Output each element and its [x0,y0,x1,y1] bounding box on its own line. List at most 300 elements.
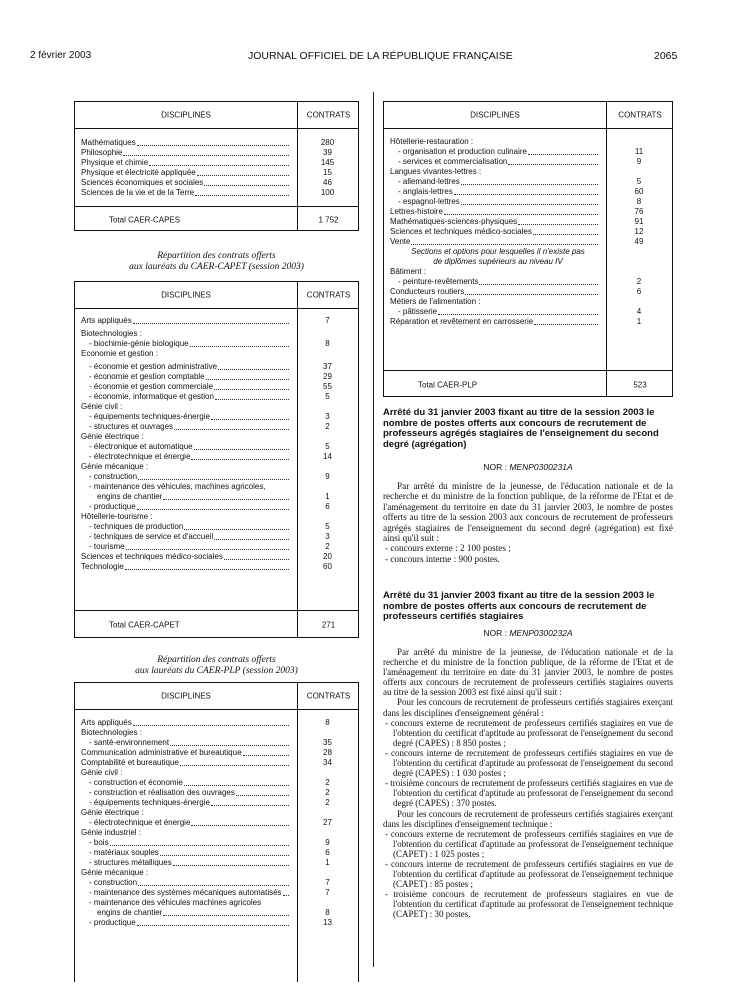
discipline-label: - services et commercialisation [398,157,508,166]
contract-count: 7 [325,888,330,897]
discipline-label: - construction [89,878,138,887]
contract-count: 15 [323,168,332,177]
contract-count: 20 [323,552,332,561]
contract-count: 280 [320,138,335,147]
table-row [75,329,358,339]
total-label: Total CAER-CAPET [109,620,180,630]
dot-leader [137,138,289,146]
table-row [384,267,672,277]
dot-leader [243,748,289,756]
table-header [75,102,358,129]
table-body [384,137,672,327]
column-divider [373,92,374,967]
total-row [75,610,358,639]
contract-count: 7 [325,316,330,325]
dot-leader [133,316,289,324]
col-contrats: CONTRATS [306,290,351,300]
table-row [384,297,672,307]
header-date: 2 février 2003 [30,50,92,61]
contract-count: 60 [634,187,644,196]
table-row [75,452,358,462]
discipline-label: Langues vivantes-lettres : [390,167,482,176]
discipline-label: Sciences de la vie et de la Terre [81,188,195,197]
list-item: - concours externe : 2 100 postes ; [385,543,511,554]
discipline-label: Biotechnologies : [81,728,142,737]
discipline-label: de diplômes supérieurs au niveau IV [433,257,563,266]
dot-leader [125,562,289,570]
contract-count: 2 [325,542,330,551]
discipline-label: - biochimie-génie biologique [89,339,189,348]
table-row [75,758,358,768]
table-row [75,316,358,326]
discipline-label: Biotechnologies : [81,329,142,338]
dot-leader [191,452,289,460]
caption-line: Répartition des contrats offerts [157,251,276,261]
caption-caer-plp [74,655,359,677]
table-row [384,247,672,257]
discipline-label: Economie et gestion : [81,349,158,358]
discipline-label: - bois [89,838,109,847]
dot-leader [206,372,289,380]
contract-count: 1 [325,492,330,501]
list-item: - concours externe de recrutement de professeurs certifiés stagiaires en vue de l'obtention du certificat d'aptitude au professorat de l'enseignement technique (CAPET) : 1 025 postes ; [385,828,673,859]
table-row [75,168,358,178]
contract-count: 6 [325,848,330,857]
discipline-label: Physique et électricité appliquée [81,168,196,177]
total-label: Total CAER-CAPES [109,215,181,224]
table-row [384,237,672,247]
discipline-label: Comptabilité et bureautique [81,758,179,767]
table-row [75,818,358,828]
table-row [75,472,358,482]
col-contrats: CONTRATS [306,110,351,120]
discipline-label: - électrotechnique et énergie [89,818,191,827]
list-item: - concours externe de recrutement de professeurs certifiés stagiaires en vue de l'obtention du certificat d'aptitude au professorat de l'enseignement du second degré (CAPES) : 8 850 postes ; [385,717,673,748]
discipline-label: - techniques de production [89,522,184,531]
discipline-label: - construction et économie [89,778,183,787]
discipline-label: Génie civil : [81,768,123,777]
header-journal: JOURNAL OFFICIEL DE LA RÉPUBLIQUE FRANÇAISE [248,50,513,62]
discipline-label: - construction [89,472,138,481]
dot-leader [214,532,289,540]
table-row [75,738,358,748]
discipline-label: - peinture-revêtements [398,277,479,286]
discipline-label: - maintenance des véhicules, machines agricoles, [89,482,266,491]
table-body [75,138,358,198]
nor-code: MENP0300231A [509,462,573,472]
dot-leader [224,552,289,560]
discipline-label: Technologie [81,562,124,571]
arrete-agregation-body [383,481,673,564]
table-row [75,482,358,492]
contract-count: 13 [323,918,332,927]
discipline-label: - matériaux souples [89,848,159,857]
contract-count: 8 [325,718,330,727]
contract-count: 55 [323,382,332,391]
table-row [75,828,358,838]
nor-reference [383,628,673,638]
paragraph: Pour les concours de recrutement de professeurs certifiés stagiaires exerçant dans les disciplines d'enseignement technique : [383,808,673,829]
discipline-label: - maintenance des systèmes mécaniques automatisés [89,888,282,897]
contract-count: 91 [634,217,644,226]
table-row [384,137,672,147]
dot-leader [133,718,289,726]
dot-leader [465,287,598,295]
contract-count: 60 [323,562,332,571]
discipline-label: Hôtellerie-restauration : [390,137,474,146]
dot-leader [195,188,289,196]
table-row [75,178,358,188]
table-row [75,908,358,918]
table-row [75,339,358,349]
dot-leader [461,177,598,185]
table-row [384,287,672,297]
total-row [384,370,672,398]
discipline-label: Sciences et techniques médico-sociales [81,552,223,561]
table-row [75,788,358,798]
dot-leader [518,217,598,225]
paragraph: Pour les concours de recrutement de professeurs certifiés stagiaires exerçant dans les disciplines d'enseignement général : [383,697,673,718]
table-row [75,432,358,442]
table-header [75,282,358,309]
dot-leader [163,492,289,500]
contract-count: 12 [634,227,644,236]
contract-count: 5 [636,177,642,186]
dot-leader [411,237,598,245]
dot-leader [184,778,289,786]
discipline-label: - allemand-lettres [398,177,460,186]
col-disciplines: DISCIPLINES [161,290,211,300]
discipline-label: - équipements techniques-énergie [89,798,210,807]
dot-leader [236,788,289,796]
col-contrats: CONTRATS [618,110,662,120]
dot-leader [438,307,598,315]
arrete-agregation-title: Arrêté du 31 janvier 2003 fixant au titre de la session 2003 le nombre de postes offerts aux concours de recrutement de professeurs agrégés stagiaires de l'enseignement du second degré (agrégation) [383,407,659,450]
contract-count: 9 [325,472,330,481]
discipline-label: Sciences économiques et sociales [81,178,204,187]
discipline-label: - économie et gestion commerciale [89,382,214,391]
col-contrats: CONTRATS [306,691,351,701]
table-row [75,442,358,452]
discipline-label: - équipements techniques-énergie [89,412,210,421]
discipline-label: - électronique et automatique [89,442,193,451]
contract-count: 34 [323,758,332,767]
discipline-label: Génie civil : [81,402,123,411]
contract-count: 2 [325,778,330,787]
discipline-label: Arts appliqués [81,718,132,727]
discipline-label: Philosophie [81,148,123,157]
table-row [75,492,358,502]
dot-leader [533,227,598,235]
total-row [75,206,358,232]
table-row [75,158,358,168]
dot-leader [149,158,289,166]
caption-caer-capet [74,251,359,273]
dot-leader [137,502,289,510]
discipline-label: - anglais-lettres [398,187,453,196]
caption-line: aux lauréats du CAER-PLP (session 2003) [135,666,298,676]
discipline-label: - organisation et production culinaire [398,147,527,156]
dot-leader [211,412,289,420]
nor-reference [383,462,673,472]
dot-leader [454,187,598,195]
dot-leader [479,277,598,285]
contract-count: 28 [323,748,332,757]
discipline-label: - économie et gestion administrative [89,362,218,371]
contract-count: 14 [323,452,332,461]
contract-count: 9 [325,838,330,847]
discipline-label: - santé-environnement [89,738,170,747]
total-value: 1 752 [318,215,339,224]
nor-code: MENP0300232A [509,628,573,638]
dot-leader [138,472,289,480]
table-row [75,748,358,758]
contract-count: 8 [325,339,330,348]
discipline-label: Sections et options pour lesquelles il n'existe pas [411,247,585,256]
discipline-label: Mathématiques [81,138,136,147]
dot-leader [508,157,598,165]
dot-leader [204,178,289,186]
total-value: 271 [321,620,336,630]
contract-count: 145 [320,158,335,167]
discipline-label: - espagnol-lettres [398,197,460,206]
dot-leader [123,148,289,156]
contract-count: 29 [323,372,332,381]
contract-count: 4 [636,307,642,316]
dot-leader [174,422,289,430]
discipline-label: - électrotechnique et énergie [89,452,191,461]
caption-line: aux lauréats du CAER-CAPET (session 2003) [129,262,304,272]
table-row [75,918,358,928]
dot-leader [214,382,289,390]
contract-count: 35 [323,738,332,747]
contract-count: 3 [325,412,330,421]
discipline-label: Génie électrique : [81,808,144,817]
table-row [75,412,358,422]
contract-count: 6 [325,502,330,511]
table-row [75,402,358,412]
table-row [75,372,358,382]
contract-count: 37 [323,362,332,371]
discipline-label: - tourisme [89,542,125,551]
discipline-label: engins de chantier [97,492,163,501]
table-row [75,392,358,402]
table-row [384,197,672,207]
table-row [75,718,358,728]
contract-count: 2 [636,277,642,286]
discipline-label: Génie électrique : [81,432,144,441]
table-row [384,207,672,217]
contract-count: 6 [636,287,642,296]
list-item: - concours interne de recrutement de professeurs certifiés stagiaires en vue de l'obtention du certificat d'aptitude au professorat de l'enseignement technique (CAPET) : 85 postes ; [385,858,673,890]
contract-count: 8 [636,197,642,206]
discipline-label: - structures et ouvrages [89,422,174,431]
table-body [75,316,358,572]
dot-leader [444,207,598,215]
discipline-label: - maintenance des véhicules machines agricoles [89,898,262,907]
arrete-certifies-title: Arrêté du 31 janvier 2003 fixant au titre de la session 2003 le nombre de postes offerts aux concours de recrutement de professeurs certifiés stagiaires [383,590,655,622]
table-row [75,542,358,552]
col-disciplines: DISCIPLINES [470,110,520,120]
dot-leader [137,918,289,926]
discipline-label: - productique [89,918,136,927]
contract-count: 1 [636,317,642,326]
table-row [75,138,358,148]
table-row [75,868,358,878]
table-row [75,768,358,778]
total-label: Total CAER-PLP [418,380,478,389]
table-row [384,257,672,267]
discipline-label: Réparation et revêtement en carrosserie [390,317,534,326]
contract-count: 46 [323,178,332,187]
contract-count: 5 [325,392,330,401]
list-item: - troisième concours de recrutement de professeurs stagiaires en vue de l'obtention du certificat d'aptitude au professorat de l'enseignement technique (CAPET) : 30 postes. [385,889,673,920]
dot-leader [163,908,289,916]
dot-leader [190,339,289,347]
table-row [384,277,672,287]
table-header [384,102,672,129]
table-row [75,522,358,532]
table-row [75,512,358,522]
contract-count: 8 [325,908,330,917]
table-row [384,217,672,227]
table-row [75,878,358,888]
page-header [0,50,748,64]
contract-count: 2 [325,798,330,807]
table-row [384,307,672,317]
table-row [75,838,358,848]
table-row [75,462,358,472]
table-row [75,532,358,542]
discipline-label: Physique et chimie [81,158,149,167]
discipline-label: Lettres-histoire [390,207,443,216]
dot-leader [184,522,289,530]
table-row [384,167,672,177]
dot-leader [170,738,289,746]
table-row [384,177,672,187]
contract-count: 5 [325,522,330,531]
caption-line: Répartition des contrats offerts [157,655,276,665]
discipline-label: Vente [390,237,411,246]
discipline-label: Conducteurs routiers [390,287,465,296]
contract-count: 100 [320,188,335,197]
contract-count: 1 [325,858,330,867]
dot-leader [218,362,289,370]
contract-count: 49 [634,237,644,246]
table-row [75,552,358,562]
nor-label: NOR : [483,462,507,472]
table-row [75,728,358,738]
table-row [75,362,358,372]
table-row [75,778,358,788]
discipline-label: Sciences et techniques médico-sociales [390,227,532,236]
table-row [75,349,358,359]
dot-leader [215,392,289,400]
discipline-label: engins de chantier [97,908,163,917]
table-row [75,798,358,808]
discipline-label: Communication administrative et bureautique [81,748,242,757]
discipline-label: - pâtisserie [398,307,438,316]
table-row [384,227,672,237]
table-row [75,382,358,392]
list-item: - concours interne de recrutement de professeurs certifiés stagiaires en vue de l'obtention du certificat d'aptitude au professorat de l'enseignement du second degré (CAPES) : 1 030 postes ; [385,747,673,779]
table-caer-capes [74,101,359,231]
dot-leader [160,848,289,856]
discipline-label: Métiers de l'alimentation : [390,297,481,306]
table-row [75,502,358,512]
header-page-number: 2065 [654,50,678,62]
contract-count: 7 [325,878,330,887]
table-body [75,718,358,928]
table-row [384,187,672,197]
discipline-label: Génie industriel : [81,828,142,837]
dot-leader [173,858,289,866]
contract-count: 76 [634,207,644,216]
dot-leader [534,317,598,325]
discipline-label: - structures métalliques [89,858,172,867]
table-row [75,858,358,868]
list-item: - troisième concours de recrutement de professeurs certifiés stagiaires en vue de l'obtention du certificat d'aptitude au professorat de l'enseignement du second degré (CAPES) : 370 postes. [385,778,673,809]
discipline-label: Bâtiment : [390,267,427,276]
dot-leader [110,838,289,846]
contract-count: 27 [323,818,332,827]
table-row [75,848,358,858]
paragraph: Par arrêté du ministre de la jeunesse, de l'éducation nationale et de la recherche et du ministre de la fonction publique, de la réforme de l'Etat et de l'aménagement du territoire en date du 31 janvier 2003, le nombre de postes offerts au titre de la session 2003 aux concours de recrutement de professeurs agrégés stagiaires de l'enseignement du second degré (agrégation) est fixé ainsi qu'il suit : [383,481,673,544]
total-value: 523 [633,380,647,389]
list-item: - concours interne : 900 postes. [385,553,500,564]
dot-leader [197,168,289,176]
table-header [75,683,358,710]
dot-leader [126,542,289,550]
discipline-label: - économie, informatique et gestion [89,392,214,401]
contract-count: 2 [325,788,330,797]
table-row [75,888,358,898]
table-row [75,422,358,432]
table-row [75,188,358,198]
dot-leader [211,798,289,806]
table-caer-plp-part1 [74,682,359,982]
table-row [75,898,358,908]
discipline-label: - techniques de service et d'accueil [89,532,214,541]
discipline-label: Génie mécanique : [81,462,149,471]
table-row [384,317,672,327]
contract-count: 9 [636,157,642,166]
nor-label: NOR : [483,628,507,638]
table-caer-capet [74,281,359,638]
discipline-label: Hôtellerie-tourisme : [81,512,153,521]
table-row [384,157,672,167]
table-row [75,148,358,158]
discipline-label: - productique [89,502,136,511]
discipline-label: Mathématiques-sciences-physiques [390,217,518,226]
contract-count: 11 [634,147,644,156]
dot-leader [283,888,289,896]
dot-leader [138,878,289,886]
paragraph: Par arrêté du ministre de la jeunesse, de l'éducation nationale et de la recherche et du ministre de la fonction publique, de la réforme de l'Etat et de l'aménagement du territoire en date du 31 janvier 2003, le nombre de postes offerts aux concours de recrutement de professeurs certifiés stagiaires ouverts au titre de la session 2003 est fixé ainsi qu'il suit : [383,647,673,698]
dot-leader [528,147,598,155]
discipline-label: - économie et gestion comptable [89,372,205,381]
table-row [75,808,358,818]
discipline-label: Arts appliqués [81,316,132,325]
dot-leader [194,442,289,450]
dot-leader [191,818,289,826]
table-row [75,562,358,572]
col-disciplines: DISCIPLINES [161,110,211,120]
table-row [384,147,672,157]
contract-count: 2 [325,422,330,431]
dot-leader [461,197,598,205]
contract-count: 39 [323,148,332,157]
